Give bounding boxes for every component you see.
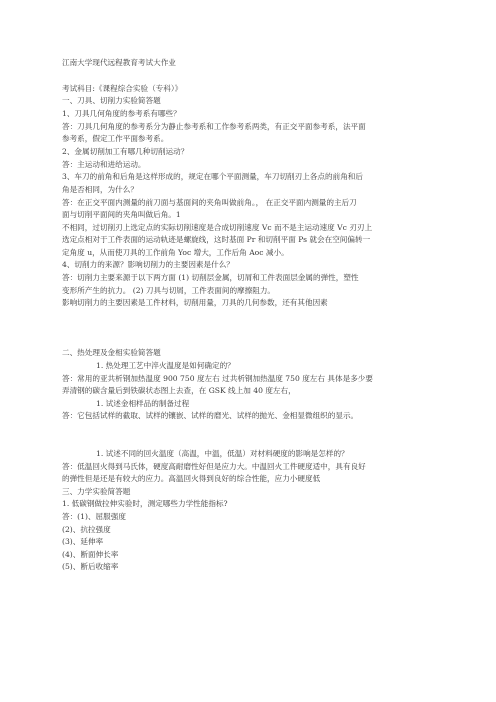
- question-3-1: 1. 低碳钢做拉伸实验时，测定哪些力学性能指标?: [62, 499, 228, 508]
- question-2-1: 1. 热处理工艺中淬火温度是如何确定的？: [96, 361, 235, 370]
- answer-text: 面与切削平面间的夹角叫做后角。1: [62, 210, 181, 219]
- answer-text: 答：刀具几何角度的参考系分为静止参考系和工作参考系两类，有正交平面参考系，法平面: [62, 122, 366, 131]
- question-1-3: 3、车刀的前角和后角是这样形成的，规定在哪个平面测量，车刀切削刃上各点的前角和后: [62, 172, 363, 181]
- answer-text: 答：常用的亚共析钢加热温度 900 750 度左右 过共析钢加热温度 750 度左右 具体是多少要: [62, 374, 373, 383]
- question-2-3: 1. 试述不同的回火温度（高温，中温，低温）对材料硬度的影响是怎样的？: [96, 449, 349, 458]
- answer-text: 不相同，过切削刃上选定点的实际切削速度是合成切削速度 Vc 而不是主运动速度 Vc 刃刃上: [62, 223, 373, 232]
- answer-text: 变形所产生的抗力。 (2) 刀具与切屑，工件表面间的摩擦阻力。: [62, 286, 276, 295]
- document-title: 江南大学现代远程教育考试大作业: [62, 58, 176, 67]
- answer-text: 答：低温回火得到马氏体，硬度高耐磨性好但是应力大。中温回火工件硬度适中，具有良好: [62, 462, 366, 471]
- list-item: (2)、抗拉强度: [62, 525, 111, 534]
- question-1-2: 2、金属切削加工有哪几种切削运动？: [62, 147, 189, 156]
- question-2-2: 1. 试述金相样品的制备过程: [96, 399, 190, 408]
- answer-text: 弄清钢的碳含量后到铁碳状态图上去查，在 GSK 线上加 40 度左右，: [62, 386, 296, 395]
- answer-text: 定角度 u，从而使刀具的工作前角 Yoc 增大，工作后角 Aoc 减小。: [62, 248, 289, 257]
- question-1-3-cont: 角是否相同，为什么？: [62, 185, 138, 194]
- answer-text: 答：它包括试样的截取、试样的镶嵌、试样的磨光、试样的抛光、金相显微组织的显示。: [62, 411, 359, 420]
- answer-text: 的弹性但是还是有较大的应力。高温回火得到良好的综合性能，应力小硬度低: [62, 474, 321, 483]
- answer-text: 答：(1)、屈服强度: [62, 512, 126, 521]
- list-item: (3)、延伸率: [62, 537, 104, 546]
- list-item: (4)、断面伸长率: [62, 550, 119, 559]
- answer-text: 答：切削力主要来源于以下两方面 (1) 切削层金属，切屑和工件表面层金属的弹性，塑性: [62, 273, 359, 282]
- section-heading-3: 三、力学实验简答题: [62, 487, 131, 496]
- list-item: (5)、断后收缩率: [62, 562, 119, 571]
- answer-text: 影响切削力的主要因素是工件材料，切削用量，刀具的几何参数，还有其他因素: [62, 298, 328, 307]
- section-heading-1: 一、刀具、切削力实验简答题: [62, 96, 161, 105]
- section-heading-2: 二、热处理及金相实验简答题: [62, 348, 161, 357]
- answer-text: 选定点相对于工件表面的运动轨迹是螺旋线，这时基面 Pr 和切削平面 Ps 就会在空间偏转一: [62, 235, 371, 244]
- question-1-4: 4、切削力的来源？影响切削力的主要因素是什么？: [62, 260, 234, 269]
- answer-text: 参考系，假定工作平面参考系。: [62, 134, 169, 143]
- answer-text: 答：在正交平面内测量的前刀面与基面间的夹角叫做前角。， 在正交平面内测量的主后刀: [62, 198, 357, 207]
- exam-subject: 考试科目:《课程综合实验（专科）》: [62, 84, 183, 93]
- answer-text: 答：主运动和进给运动。: [62, 160, 146, 169]
- question-1-1: 1、刀具几何角度的参考系有哪些？: [62, 109, 181, 118]
